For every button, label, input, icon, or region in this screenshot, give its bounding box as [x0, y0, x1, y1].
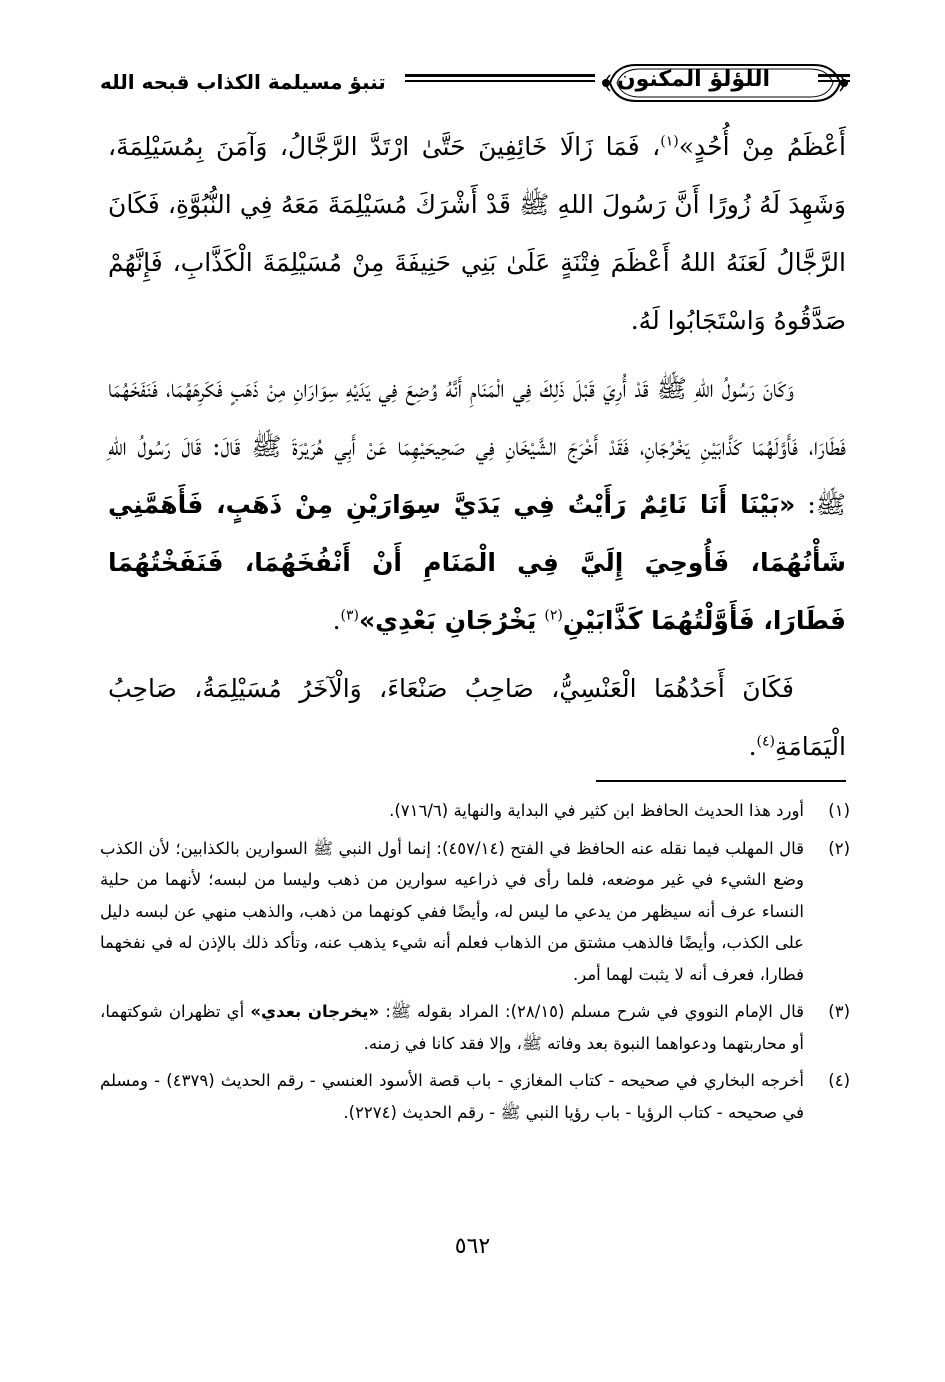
book-title: اللؤلؤ المكنون [616, 67, 770, 92]
footnote-number: (٢) [828, 838, 850, 858]
chapter-title: تنبؤ مسيلمة الكذاب قبحه الله [100, 70, 386, 94]
footnote-number: (١) [828, 801, 850, 820]
paragraph-3-end: . [748, 732, 757, 761]
footnote-4 [100, 1065, 850, 1128]
paragraph-3-text-a: فَكَانَ أَحَدُهُمَا الْعَنْسِيُّ، صَاحِبُ صَنْعَاءَ، وَالْآخَرُ مُسَيْلِمَةُ، صَاحِبُ الْيَمَامَةِ [108, 674, 846, 761]
footnote-text-b: أي تظهران شوكتهما، أو محاربتهما ودعواهما النبوة بعد وفاته ﷺ، وإلا فقد كانا في زمنه. [100, 1002, 804, 1053]
paragraph-2 [108, 360, 846, 650]
footnote-bold-quote: «يخرجان بعدي» [250, 1002, 380, 1021]
paragraph-3 [108, 660, 846, 776]
header-rule-left-top [405, 74, 595, 77]
footnote-ref-4[interactable]: (٤) [756, 733, 776, 750]
footnote-text: أخرجه البخاري في صحيحه - كتاب المغازي - باب قصة الأسود العنسي - رقم الحديث (٤٣٧٩) - ومسلم في صحيحه - كتاب الرؤيا - باب رؤيا النبي ﷺ - رقم الحديث (٢٢٧٤). [100, 1071, 804, 1122]
footnote-divider [596, 780, 846, 782]
footnote-ref-1[interactable]: (١) [660, 133, 679, 150]
footnotes [100, 795, 850, 1134]
hadith-quote-a: «بَيْنَا أَنَا نَائِمٌ رَأَيْتُ فِي يَدَيَّ سِوَارَيْنِ مِنْ ذَهَبٍ، فَأَهَمَّنِي شَأْنُهُمَا، فَأُوحِيَ إِلَيَّ فِي الْمَنَامِ أَنْ أَنْفُخَهُمَا، فَنَفَخْتُهُمَا فَطَارَا، فَأَوَّلْتُهُمَا كَذَّابَيْنِ [108, 490, 846, 635]
main-text [108, 118, 846, 776]
footnote-text-a: قال الإمام النووي في شرح مسلم (٢٨/١٥): المراد بقوله ﷺ: [379, 1002, 805, 1021]
paragraph-2-end: . [332, 606, 341, 635]
paragraph-2-text-a: وَكَانَ رَسُولُ اللهِ ﷺ قَدْ أُرِيَ قَبْلَ ذَلِكَ فِي الْمَنَامِ أَنَّهُ وُضِعَ فِي يَدَيْهِ سِوَارَانِ مِنْ ذَهَبٍ فَكَرِهَهُمَا، فَنَفَخَهُمَا فَطَارَا، فَأَوَّلَهُمَا كَذَّابَيْنِ يَخْرُجَانِ، فَقَدْ أَخْرَجَ الشَّيْخَانِ فِي صَحِيحَيْهِمَا عَنْ أَبِي هُرَيْرَةَ ﷺ قَالَ: قَالَ رَسُولُ اللهِ ﷺ: [108, 374, 846, 519]
footnote-2 [100, 833, 850, 991]
footnote-3 [100, 996, 850, 1059]
paragraph-1-text-b: ، فَمَا زَالَا خَائِفِينَ حَتَّىٰ ارْتَدَّ الرَّجَّالُ، وَآمَنَ بِمُسَيْلِمَةَ، وَشَهِدَ لَهُ زُورًا أَنَّ رَسُولَ اللهِ ﷺ قَدْ أَشْرَكَ مُسَيْلِمَةَ مَعَهُ فِي النُّبُوَّةِ، فَكَانَ الرَّجَّالُ لَعَنَهُ اللهُ أَعْظَمَ فِتْنَةٍ عَلَىٰ بَنِي حَنِيفَةَ مِنْ مُسَيْلِمَةَ الْكَذَّابِ، فَإِنَّهُمْ صَدَّقُوهُ وَاسْتَجَابُوا لَهُ. [108, 132, 846, 335]
paragraph-1 [108, 118, 846, 350]
footnote-text: أورد هذا الحديث الحافظ ابن كثير في البداية والنهاية (٧١٦/٦). [389, 801, 804, 820]
page-number: ٥٦٢ [454, 1234, 491, 1259]
running-header [100, 55, 850, 115]
footnote-number: (٣) [828, 1002, 850, 1021]
paragraph-1-text-a: أَعْظَمُ مِنْ أُحُدٍ» [678, 132, 846, 161]
hadith-quote-b: يَخْرُجَانِ بَعْدِي» [359, 606, 537, 635]
footnote-1 [100, 795, 850, 827]
footnote-number: (٤) [828, 1071, 850, 1090]
footnote-text: قال المهلب فيما نقله عنه الحافظ في الفتح (٤٥٧/١٤): إنما أول النبي ﷺ السوارين بالكذابين؛ لأن الكذب وضع الشيء في غير موضعه، فلما رأى في ذراعيه سوارين من ذهب وليسا من لبسه؛ لأنهما من حلية النساء عرف أنه سيظهر من يدعي ما ليس له، وأيضًا ففي كونهما من ذهب، والذهب منهي عن لبسه دليل على الكذب، وأيضًا فالذهب مشتق من الذهاب فعلم أنه شيء يذهب عنه، وتأكد ذلك بالإذن له في نفخهما فطارا، فعرف أنه لا يثبت لهما أمر. [100, 838, 804, 984]
header-rule-left-bottom [405, 80, 595, 82]
footnote-ref-3[interactable]: (٣) [340, 607, 360, 624]
footnote-ref-2[interactable]: (٢) [544, 607, 563, 624]
